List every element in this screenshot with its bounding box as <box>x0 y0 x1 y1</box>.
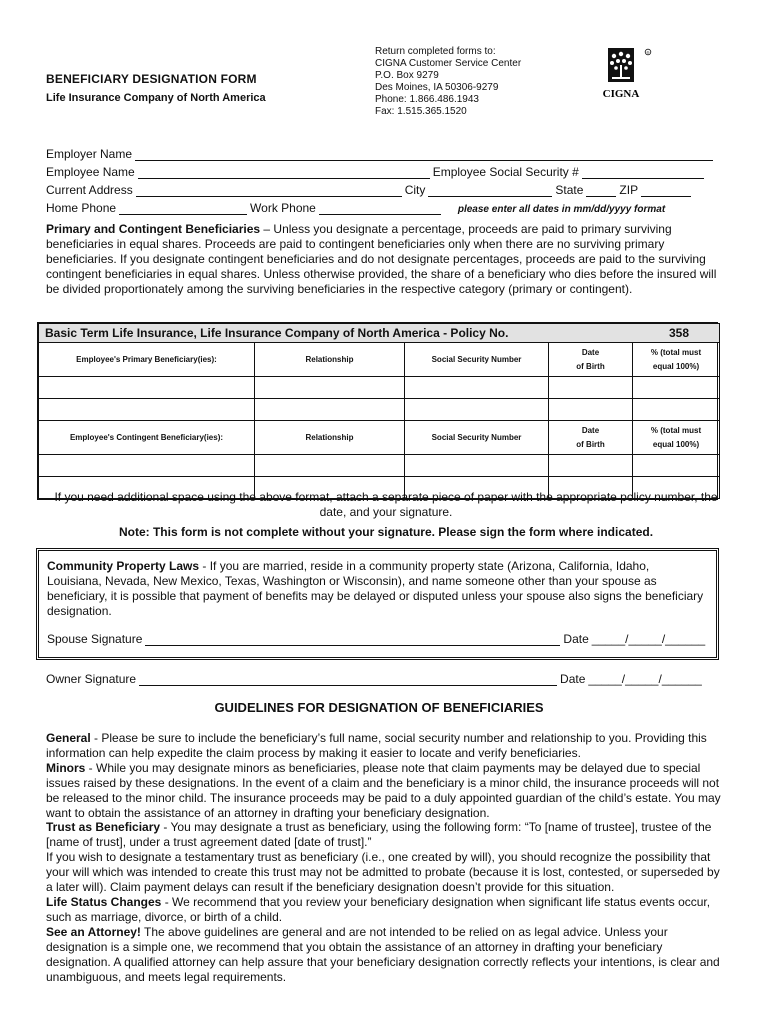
address-field[interactable] <box>136 185 402 197</box>
contingent-relationship-cell[interactable] <box>255 455 405 477</box>
table-title: Basic Term Life Insurance, Life Insurance Company of North America - Policy No. <box>45 326 509 340</box>
ssn-header: Social Security Number <box>405 343 549 377</box>
dob-header: Date of Birth <box>549 421 633 455</box>
work-phone-field[interactable] <box>319 203 441 215</box>
home-phone-field[interactable] <box>119 203 247 215</box>
address-label: Current Address <box>46 183 133 197</box>
spouse-signature-field[interactable] <box>145 634 560 646</box>
community-property-text <box>47 559 707 619</box>
ssn-label: Employee Social Security # <box>432 165 579 179</box>
beneficiary-rules-body: – Unless you designate a percentage, proceeds are paid to primary surviving beneficiaries in equal shares. Proceeds are paid to contingent beneficiaries only when there are no surviving primary beneficiaries. If you designate contingent beneficiaries and do not designate percentages, proceeds are paid to the surviving contingent beneficiaries in equal shares. Unless otherwise provided, the share of a beneficiary who dies before the insured will be divided proportionately among the surviving beneficiaries in the respective category (primary or contingent). <box>46 222 717 296</box>
employer-name-label: Employer Name <box>46 147 133 161</box>
life-status-body: - We recommend that you review your beneficiary designation when significant life status events occur, such as marriage, divorce, or birth of a child. <box>46 894 711 924</box>
state-field[interactable] <box>586 185 616 197</box>
state-label: State <box>555 183 584 197</box>
return-line: CIGNA Customer Service Center <box>375 58 522 69</box>
guideline-attorney <box>46 925 726 985</box>
contingent-ssn-cell[interactable] <box>405 455 549 477</box>
contingent-name-cell[interactable] <box>39 455 255 477</box>
attorney-heading: See an Attorney! <box>46 924 141 939</box>
percent-header: % (total must equal 100%) <box>633 343 720 377</box>
owner-signature-row <box>46 672 702 686</box>
zip-field[interactable] <box>641 185 691 197</box>
guidelines-section <box>46 731 726 984</box>
community-property-heading: Community Property Laws <box>47 559 200 573</box>
spouse-date-field[interactable]: _____/_____/______ <box>591 632 706 646</box>
ssn-field[interactable] <box>582 167 704 179</box>
dob-header: Date of Birth <box>549 343 633 377</box>
employer-name-field[interactable] <box>135 149 713 161</box>
return-line: Des Moines, IA 50306-9279 <box>375 82 499 93</box>
registered-mark: ® <box>646 49 650 55</box>
spouse-signature-label: Spouse Signature <box>47 632 143 646</box>
percent-header: % (total must equal 100%) <box>633 421 720 455</box>
home-phone-label: Home Phone <box>46 201 117 215</box>
contingent-header-row <box>39 421 720 455</box>
address-row <box>46 180 694 197</box>
primary-dob-cell[interactable] <box>549 377 633 399</box>
company-name: Life Insurance Company of North America <box>46 92 266 104</box>
beneficiary-rules-paragraph <box>46 222 726 297</box>
cigna-logo <box>598 46 658 102</box>
spouse-date-label: Date <box>563 632 589 646</box>
beneficiary-table <box>37 322 718 500</box>
table-row <box>39 377 720 399</box>
return-line: P.O. Box 9279 <box>375 70 439 81</box>
attorney-body: The above guidelines are general and are not intended to be relied on as legal advice. Unless your designation is a simple one, we recommend that you obtain the assistance of an attorney in drafting your beneficiary designation. A qualified attorney can help assure that your beneficiary designation correctly reflects your intentions, is clear and unambiguous, and meets legal requirements. <box>46 924 720 984</box>
city-label: City <box>404 183 426 197</box>
primary-beneficiary-header: Employee's Primary Beneficiary(ies): <box>39 343 255 377</box>
minors-heading: Minors <box>46 760 86 775</box>
additional-space-note: If you need additional space using the above format, attach a separate piece of paper with the appropriate policy number, the date, and your signature. <box>54 490 718 519</box>
logo-text: CIGNA <box>602 88 640 100</box>
work-phone-label: Work Phone <box>250 201 316 215</box>
table-title-row <box>39 324 720 343</box>
primary-relationship-cell[interactable] <box>255 399 405 421</box>
general-heading: General <box>46 731 91 745</box>
table-title-cell <box>39 324 720 343</box>
return-address-block <box>375 46 521 118</box>
owner-signature-field[interactable] <box>139 674 557 686</box>
table-row <box>39 399 720 421</box>
guideline-trust <box>46 820 726 850</box>
contingent-percent-cell[interactable] <box>633 455 720 477</box>
employee-name-label: Employee Name <box>46 165 135 179</box>
return-line: Phone: 1.866.486.1943 <box>375 94 479 105</box>
dates-format-note: please enter all dates in mm/dd/yyyy format <box>457 204 666 215</box>
employer-name-row <box>46 144 716 161</box>
guideline-minors <box>46 761 726 821</box>
community-property-body: - If you are married, reside in a community property state (Arizona, California, Idaho, Louisiana, Nevada, New Mexico, Texas, Washington or Wisconsin), and name someone other than your spouse as beneficiary, it is possible that payment of benefits may be delayed or disputed unless your spouse also signs the beneficiary designation. <box>47 559 704 618</box>
guidelines-title: GUIDELINES FOR DESIGNATION OF BENEFICIARIES <box>214 700 544 715</box>
primary-relationship-cell[interactable] <box>255 377 405 399</box>
primary-ssn-cell[interactable] <box>405 399 549 421</box>
general-body: - Please be sure to include the beneficiary’s full name, social security number and relationship to you. Providing this information can help expedite the claim process by making it easier to locate and verify beneficiaries. <box>46 731 707 760</box>
primary-header-row <box>39 343 720 377</box>
employee-name-field[interactable] <box>138 167 430 179</box>
return-line: Fax: 1.515.365.1520 <box>375 106 467 117</box>
guideline-life-status <box>46 895 726 925</box>
relationship-header: Relationship <box>255 343 405 377</box>
primary-name-cell[interactable] <box>39 399 255 421</box>
guideline-general <box>46 731 726 761</box>
owner-date-label: Date <box>560 672 586 686</box>
zip-label: ZIP <box>619 183 639 197</box>
ssn-header: Social Security Number <box>405 421 549 455</box>
table-row <box>39 455 720 477</box>
beneficiary-rules-heading: Primary and Contingent Beneficiaries <box>46 222 261 236</box>
community-property-box <box>36 548 719 660</box>
return-line: Return completed forms to: <box>375 46 496 57</box>
primary-dob-cell[interactable] <box>549 399 633 421</box>
contingent-beneficiary-header: Employee's Contingent Beneficiary(ies): <box>39 421 255 455</box>
primary-percent-cell[interactable] <box>633 377 720 399</box>
contingent-dob-cell[interactable] <box>549 455 633 477</box>
employee-name-row <box>46 162 707 179</box>
life-status-heading: Life Status Changes <box>46 894 162 909</box>
guideline-testamentary: If you wish to designate a testamentary trust as beneficiary (i.e., one created by will), you should recognize the possibility that your will which was intended to create this trust may not be admitted to probate (because it is lost, contested, or superseded by a later will). Claim payment delays can result if the beneficiary designation doesn’t provide for this situation. <box>46 850 720 895</box>
primary-name-cell[interactable] <box>39 377 255 399</box>
owner-date-field[interactable]: _____/_____/______ <box>588 672 702 686</box>
signature-required-note: Note: This form is not complete without your signature. Please sign the form where indicated. <box>118 525 654 539</box>
trust-heading: Trust as Beneficiary <box>46 820 161 835</box>
phone-row <box>46 198 665 215</box>
relationship-header: Relationship <box>255 421 405 455</box>
spouse-signature-row <box>47 632 705 646</box>
trust-body: - You may designate a trust as beneficiary, using the following form: “To [name of trustee], trustee of the [name of trust], under a trust agreement dated [date of trust].” <box>46 820 712 850</box>
owner-signature-label: Owner Signature <box>46 672 137 686</box>
policy-number: 358 <box>668 326 690 340</box>
primary-ssn-cell[interactable] <box>405 377 549 399</box>
minors-body: - While you may designate minors as beneficiaries, please note that claim payments may be delayed due to special issues raised by these designations. In the event of a claim and the beneficiary is a minor child, the insurance proceeds will not be released to the minor child. The insurance proceeds may be paid to a duly appointed guardian of the child’s estate. You may want to obtain the assistance of an attorney in drafting your beneficiary designation. <box>46 760 721 820</box>
form-title: BENEFICIARY DESIGNATION FORM <box>46 72 257 86</box>
primary-percent-cell[interactable] <box>633 399 720 421</box>
city-field[interactable] <box>428 185 552 197</box>
